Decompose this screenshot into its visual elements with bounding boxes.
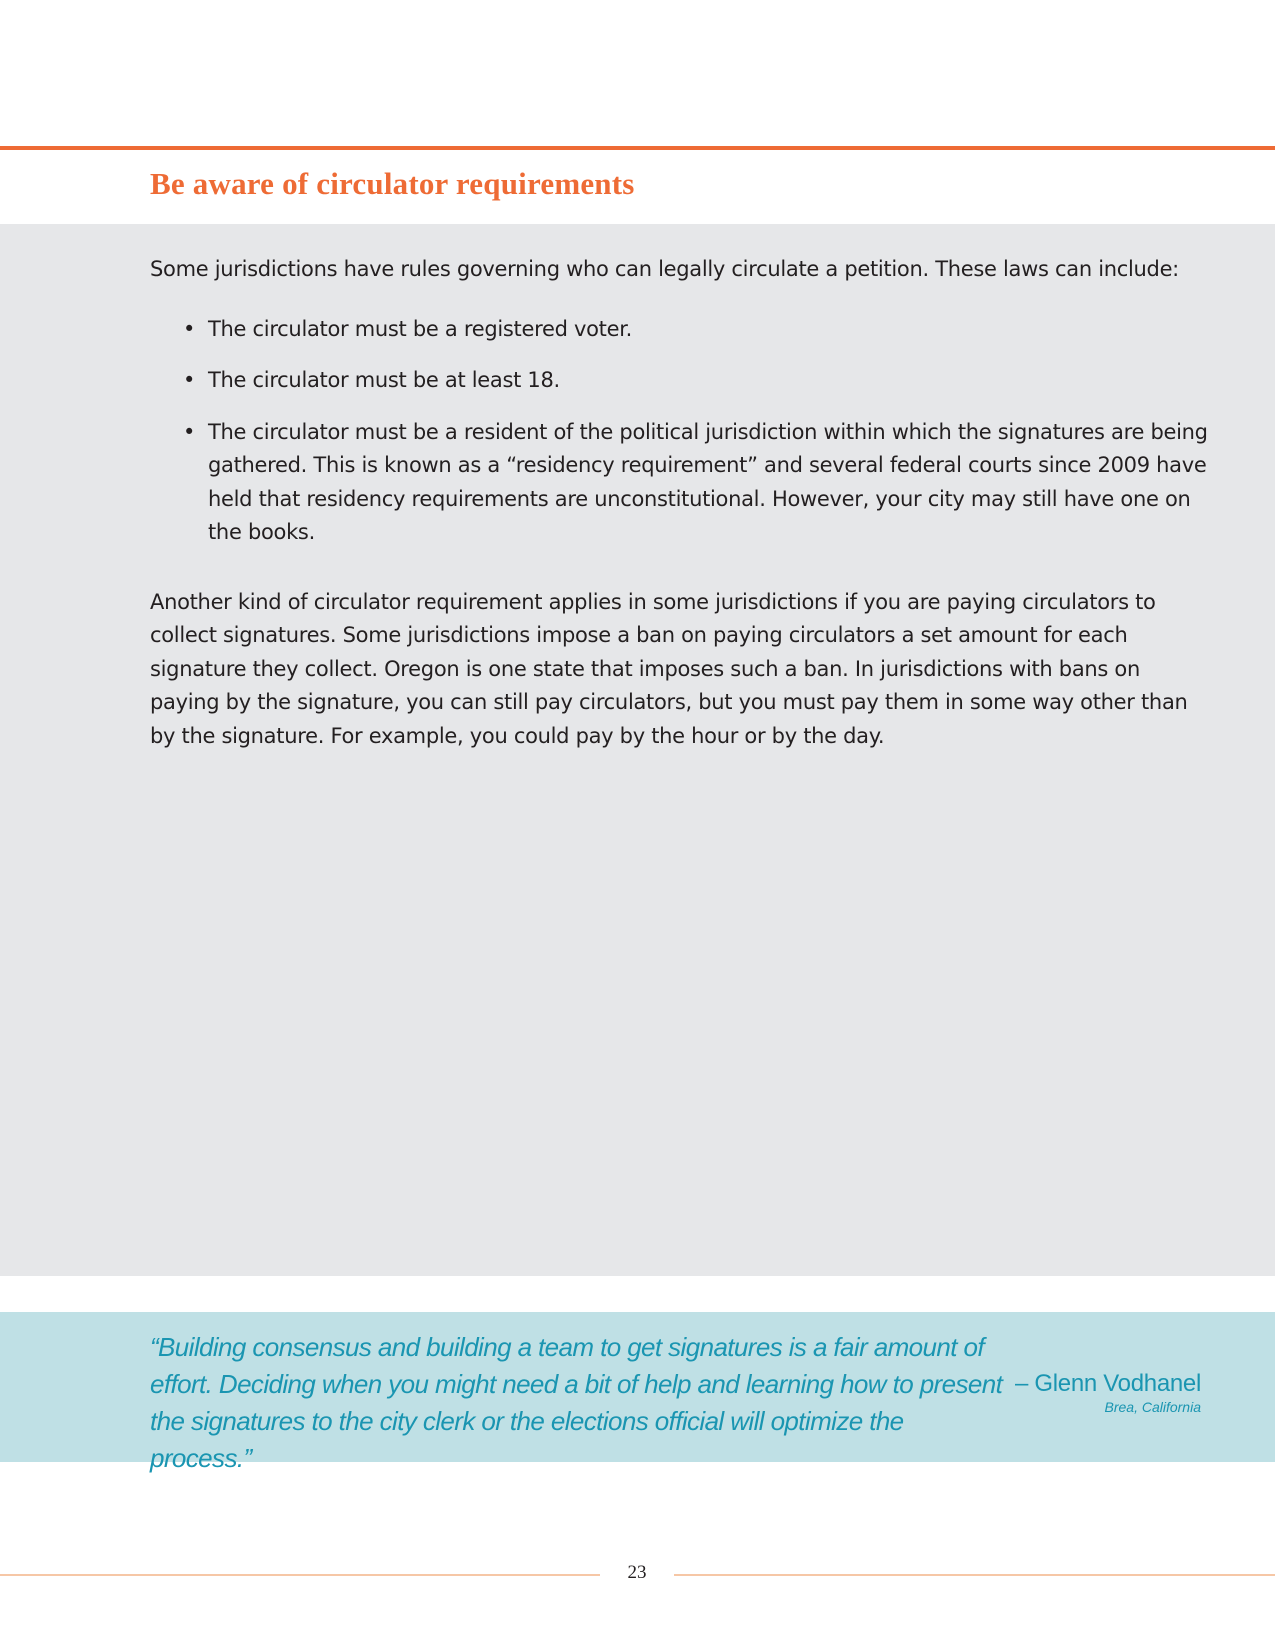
bullet-icon: • [183, 316, 196, 341]
bullet-icon: • [183, 368, 196, 392]
quote-author-location: Brea, California [1104, 1399, 1201, 1415]
list-item-text: The circulator must be a resident of the political jurisdiction within which the signatures are being gathered. This is known as a “residency requirement” and several federal courts since 2009 have held that residency requirements are unconstitutional. However, your city may still have one on the books. [208, 419, 1208, 544]
page-number: 23 [627, 1562, 647, 1583]
intro-paragraph: Some jurisdictions have rules governing who can legally circulate a petition. These laws can include: [150, 257, 1179, 281]
pull-quote: “Building consensus and building a team to get signatures is a fair amount of effort. Deciding when you might need a bit of help and learning how to present the signatures to the city clerk or the elections official will optimize the process.” [150, 1332, 1003, 1473]
quote-attribution [1015, 1370, 1201, 1416]
body-paragraph: Another kind of circulator requirement applies in some jurisdictions if you are paying circulators to collect signatures. Some jurisdictions impose a ban on paying circulators a set amount for each signature they collect. Oregon is one state that imposes such a ban. In jurisdictions with bans on paying by the signature, you can still pay circulators, but you must pay them in some way other than by the signature. For example, you could pay by the hour or by the day. [150, 589, 1188, 748]
footer-divider-right [674, 1574, 1275, 1576]
list-item-text: The circulator must be at least 18. [208, 368, 560, 392]
list-item-text: The circulator must be a registered voter. [208, 316, 632, 341]
footer-divider-left [0, 1574, 600, 1576]
list-item [150, 313, 1210, 347]
top-divider [0, 146, 1275, 150]
bullet-icon: • [183, 419, 196, 444]
quote-author-name: – Glenn Vodhanel [1014, 1370, 1201, 1397]
list-item [150, 364, 1210, 398]
list-item [150, 416, 1210, 550]
requirements-list [150, 313, 1210, 550]
section-title: Be aware of circulator requirements [150, 166, 635, 201]
content-body [150, 253, 1210, 753]
